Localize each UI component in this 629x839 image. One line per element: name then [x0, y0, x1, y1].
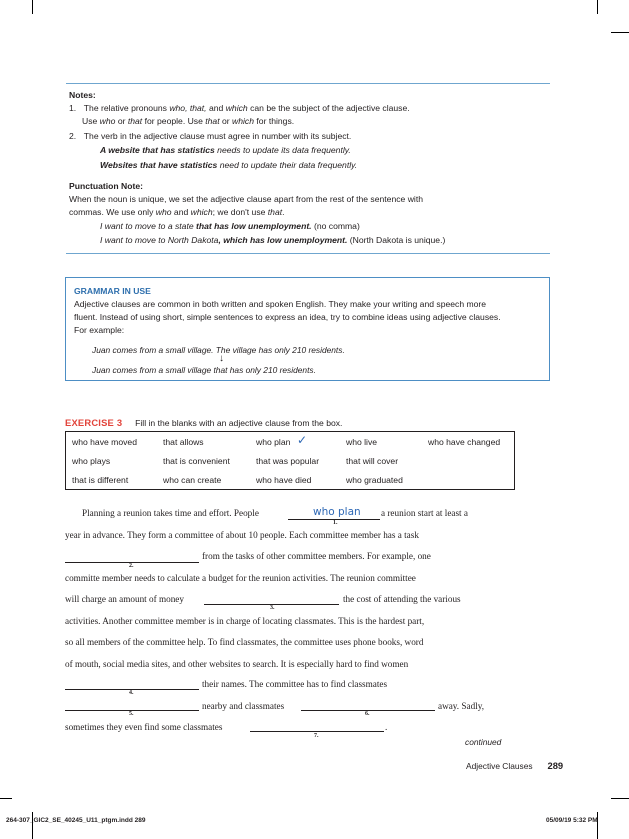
- passage-line: a reunion start at least a: [381, 508, 468, 518]
- word-box-item: who live: [346, 437, 378, 447]
- punctuation-note-title: Punctuation Note:: [69, 181, 143, 191]
- crop-mark: [611, 32, 629, 33]
- file-slug: 264-307_GIC2_SE_40245_U11_ptgm.indd 289: [6, 817, 146, 824]
- passage-line: the cost of attending the various: [343, 594, 461, 604]
- exercise-instruction: Fill in the blanks with an adjective clause from the box.: [135, 418, 343, 428]
- word-box-item: that is different: [72, 475, 129, 485]
- passage-line: so all members of the committee help. To find classmates, the committee uses phone books, word: [65, 637, 424, 647]
- word-box-item: who have changed: [428, 437, 501, 447]
- word-box-item: that allows: [163, 437, 204, 447]
- running-footer: [466, 756, 563, 774]
- note-number: 2.: [69, 131, 77, 141]
- grammar-example-2: Juan comes from a small village that has only 210 residents.: [92, 365, 316, 375]
- punctuation-note-line-2: commas. We use only who and which; we don't use that.: [69, 207, 285, 217]
- passage-line: nearby and classmates: [202, 701, 285, 711]
- word-box-item: who have died: [256, 475, 312, 485]
- word-box-item: who plays: [72, 456, 111, 466]
- crop-mark: [0, 798, 12, 799]
- blank-number: 4.: [129, 690, 134, 696]
- grammar-in-use-title: GRAMMAR IN USE: [74, 286, 151, 296]
- passage-line: activities. Another committee member is in charge of locating classmates. This is the hardest part,: [65, 616, 425, 626]
- passage-line: will charge an amount of money: [65, 594, 184, 604]
- continued-label: continued: [465, 737, 502, 747]
- note-number: 1.: [69, 103, 77, 113]
- blank-number: 5.: [129, 711, 134, 717]
- blank-number: 7.: [314, 733, 319, 739]
- note-2-example-1: A website that has statistics needs to update its data frequently.: [100, 145, 351, 155]
- notes-title: Notes:: [69, 90, 96, 100]
- page-number: 289: [547, 760, 564, 771]
- word-box-item: who can create: [163, 475, 222, 485]
- word-box-item: that was popular: [256, 456, 320, 466]
- word-box-item: who graduated: [346, 475, 403, 485]
- down-arrow-icon: ↓: [219, 353, 224, 364]
- passage-line: Planning a reunion takes time and effort. People: [82, 508, 259, 518]
- blank-number: 2.: [129, 563, 134, 569]
- grammar-example-1: Juan comes from a small village. The village has only 210 residents.: [92, 345, 345, 355]
- checkmark-icon: ✓: [297, 433, 308, 447]
- passage-line: sometimes they even find some classmates: [65, 722, 223, 732]
- note-1: 1. The relative pronouns who, that, and which can be the subject of the adjective clause.: [69, 103, 410, 113]
- notes-top-rule: [66, 83, 550, 84]
- grammar-in-use-line-1: Adjective clauses are common in both written and spoken English. They make your writing and speech more: [74, 299, 487, 309]
- word-box-item: that will cover: [346, 456, 399, 466]
- punctuation-example-2: I want to move to North Dakota, which has low unemployment. (North Dakota is unique.): [100, 235, 446, 245]
- blank-number: 6.: [365, 711, 370, 717]
- notes-bottom-rule: [66, 253, 550, 254]
- crop-mark: [32, 0, 33, 14]
- passage-line: committe member needs to calculate a budget for the reunion activities. The reunion committee: [65, 573, 416, 583]
- blank-number: 3.: [270, 605, 275, 611]
- exercise-label: EXERCISE 3: [65, 417, 123, 428]
- passage-line: their names. The committee has to find classmates: [202, 679, 388, 689]
- passage-line: of mouth, social media sites, and other websites to search. It is especially hard to find women: [65, 659, 409, 669]
- word-box-item: who plan: [256, 437, 291, 447]
- passage-line: .: [385, 722, 388, 732]
- note-2: 2. The verb in the adjective clause must agree in number with its subject.: [69, 131, 352, 141]
- crop-mark: [611, 798, 629, 799]
- answer-blank-7[interactable]: [250, 731, 384, 732]
- punctuation-note-line-1: When the noun is unique, we set the adjective clause apart from the rest of the sentence with: [69, 194, 423, 204]
- grammar-in-use-line-2: fluent. Instead of using short, simple sentences to express an idea, try to combine ideas using adjective clauses.: [74, 312, 501, 322]
- blank-number: 1.: [333, 520, 338, 526]
- print-date: 05/09/19 5:32 PM: [546, 817, 598, 824]
- passage-line: from the tasks of other committee members. For example, one: [202, 551, 431, 561]
- note-1-line-2: Use who or that for people. Use that or which for things.: [82, 116, 295, 126]
- section-title: Adjective Clauses: [466, 761, 533, 771]
- punctuation-example-1: I want to move to a state that has low unemployment. (no comma): [100, 221, 360, 231]
- note-2-example-2: Websites that have statistics need to update their data frequently.: [100, 160, 358, 170]
- grammar-in-use-line-3: For example:: [74, 325, 125, 335]
- word-box-item: who have moved: [72, 437, 137, 447]
- word-box-item: that is convenient: [163, 456, 230, 466]
- handwritten-answer-1: who plan: [313, 506, 361, 518]
- passage-line: away. Sadly,: [438, 701, 485, 711]
- crop-mark: [597, 0, 598, 14]
- exercise-header: [65, 413, 342, 431]
- passage-line: year in advance. They form a committee of about 10 people. Each committee member has a task: [65, 530, 419, 540]
